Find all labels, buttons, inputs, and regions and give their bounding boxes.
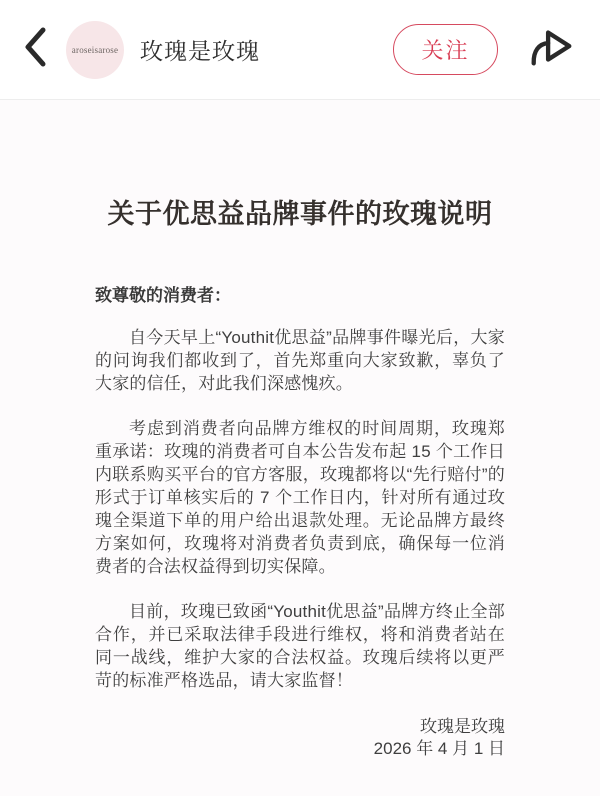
paragraph-termination: 目前，玫瑰已致函“Youthit优思益”品牌方终止全部合作，并已采取法律手段进行维权，将和消费者站在同一战线，维护大家的合法权益。玫瑰后续将以更严苛的标准严格选品，请大家监督！ [95, 602, 505, 690]
follow-button[interactable]: 关注 [393, 24, 498, 75]
share-arrow-icon [526, 24, 576, 75]
statement-title: 关于优思益品牌事件的玫瑰说明 [107, 199, 493, 229]
statement-document [0, 198, 600, 760]
paragraph-refund-commitment: 考虑到消费者向品牌方维权的时间周期，玫瑰郑重承诺：玫瑰的消费者可自本公告发布起 15 个工作日内联系购买平台的官方客服，玫瑰都将以“先行赔付”的形式于订单核实后的 7 个工作日内，针对所有通过玫瑰全渠道下单的用户给出退款处理。无论品牌方最终方案如何，玫瑰将对消费者负责到底，确保每一位消费者的合法权益得到切实保障。 [95, 419, 505, 576]
signature-block [95, 716, 505, 760]
chevron-left-icon [22, 26, 48, 73]
signature-date: 2026 年 4 月 1 日 [373, 739, 505, 758]
paragraph-apology: 自今天早上“Youthit优思益”品牌事件曝光后，大家的问询我们都收到了，首先郑重向大家致歉，辜负了大家的信任，对此我们深感愧疚。 [95, 328, 505, 393]
share-button[interactable] [526, 25, 576, 75]
avatar-text: aroseisarose [71, 44, 119, 55]
username: 玫瑰是玫瑰 [140, 38, 260, 64]
avatar[interactable] [66, 21, 124, 79]
post-image[interactable] [0, 100, 600, 796]
signature-name: 玫瑰是玫瑰 [420, 717, 505, 736]
header-bar [0, 0, 600, 100]
salutation: 致尊敬的消费者： [95, 286, 231, 305]
back-button[interactable] [18, 26, 52, 74]
